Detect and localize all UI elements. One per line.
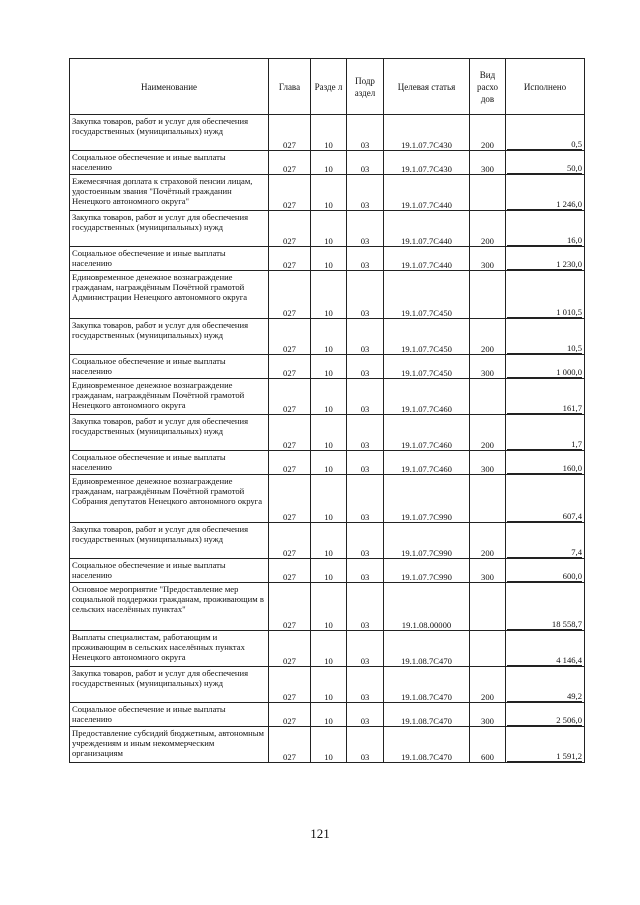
row-podrazdel: 03 — [347, 271, 384, 319]
amount-value: 10,5 — [507, 343, 582, 354]
row-razdel: 10 — [311, 703, 347, 727]
row-razdel: 10 — [311, 379, 347, 415]
row-podrazdel: 03 — [347, 151, 384, 175]
row-razdel: 10 — [311, 559, 347, 583]
amount-value: 1 010,5 — [507, 307, 582, 318]
table-row — [70, 523, 585, 559]
amount-value: 1 000,0 — [507, 367, 582, 378]
table-row — [70, 415, 585, 451]
row-razdel: 10 — [311, 475, 347, 523]
row-glava: 027 — [269, 355, 311, 379]
row-name: Социальное обеспечение и иные выплаты населению — [70, 559, 269, 583]
row-razdel: 10 — [311, 115, 347, 151]
row-razdel: 10 — [311, 451, 347, 475]
row-vid — [470, 631, 506, 667]
row-amount — [506, 727, 585, 763]
row-razdel: 10 — [311, 271, 347, 319]
row-amount — [506, 415, 585, 451]
row-amount — [506, 247, 585, 271]
row-glava: 027 — [269, 151, 311, 175]
row-name: Социальное обеспечение и иные выплаты населению — [70, 247, 269, 271]
row-name: Закупка товаров, работ и услуг для обеспечения государственных (муниципальных) нужд — [70, 523, 269, 559]
header-glava: Глава — [269, 59, 311, 115]
row-target: 19.1.08.7С470 — [384, 667, 470, 703]
row-podrazdel: 03 — [347, 727, 384, 763]
row-razdel: 10 — [311, 583, 347, 631]
amount-value: 49,2 — [507, 691, 582, 702]
amount-value: 16,0 — [507, 235, 582, 246]
row-vid — [470, 379, 506, 415]
row-vid: 300 — [470, 703, 506, 727]
row-podrazdel: 03 — [347, 631, 384, 667]
row-glava: 027 — [269, 475, 311, 523]
row-vid — [470, 583, 506, 631]
row-glava: 027 — [269, 379, 311, 415]
table-row — [70, 115, 585, 151]
row-amount — [506, 379, 585, 415]
row-vid — [470, 175, 506, 211]
header-podrazdel: Подр аздел — [347, 59, 384, 115]
row-glava: 027 — [269, 271, 311, 319]
row-name: Социальное обеспечение и иные выплаты населению — [70, 451, 269, 475]
row-target: 19.1.07.7С990 — [384, 523, 470, 559]
row-razdel: 10 — [311, 415, 347, 451]
row-podrazdel: 03 — [347, 451, 384, 475]
row-target: 19.1.08.7С470 — [384, 727, 470, 763]
row-target: 19.1.07.7С450 — [384, 319, 470, 355]
row-vid: 200 — [470, 211, 506, 247]
table-row — [70, 319, 585, 355]
row-target: 19.1.08.7С470 — [384, 703, 470, 727]
amount-value: 7,4 — [507, 547, 582, 558]
row-name: Закупка товаров, работ и услуг для обеспечения государственных (муниципальных) нужд — [70, 415, 269, 451]
row-vid — [470, 475, 506, 523]
row-name: Предоставление субсидий бюджетным, автономным учреждениям и иным некоммерческим организациям — [70, 727, 269, 763]
amount-value: 1 230,0 — [507, 259, 582, 270]
row-amount — [506, 559, 585, 583]
row-target: 19.1.07.7С450 — [384, 355, 470, 379]
table-row — [70, 667, 585, 703]
row-podrazdel: 03 — [347, 319, 384, 355]
row-razdel: 10 — [311, 151, 347, 175]
row-amount — [506, 319, 585, 355]
header-vid: Вид расхо дов — [470, 59, 506, 115]
row-amount — [506, 703, 585, 727]
amount-value: 1 591,2 — [507, 751, 582, 762]
row-name: Закупка товаров, работ и услуг для обеспечения государственных (муниципальных) нужд — [70, 319, 269, 355]
row-razdel: 10 — [311, 523, 347, 559]
row-glava: 027 — [269, 559, 311, 583]
row-name: Единовременное денежное вознаграждение гражданам, награждённым Почётной грамотой Собрания депутатов Ненецкого автономного округа — [70, 475, 269, 523]
page-number: 121 — [310, 826, 330, 841]
row-razdel: 10 — [311, 355, 347, 379]
row-name: Единовременное денежное вознаграждение гражданам, награждённым Почётной грамотой Администрации Ненецкого автономного округа — [70, 271, 269, 319]
row-podrazdel: 03 — [347, 523, 384, 559]
amount-value: 50,0 — [507, 163, 582, 174]
row-glava: 027 — [269, 583, 311, 631]
row-amount — [506, 151, 585, 175]
header-razdel: Разде л — [311, 59, 347, 115]
amount-value: 18 558,7 — [507, 619, 582, 630]
amount-value: 160,0 — [507, 463, 582, 474]
row-name: Закупка товаров, работ и услуг для обеспечения государственных (муниципальных) нужд — [70, 211, 269, 247]
row-podrazdel: 03 — [347, 703, 384, 727]
row-podrazdel: 03 — [347, 415, 384, 451]
row-amount — [506, 115, 585, 151]
row-amount — [506, 583, 585, 631]
row-podrazdel: 03 — [347, 475, 384, 523]
row-amount — [506, 175, 585, 211]
row-razdel: 10 — [311, 175, 347, 211]
table-row — [70, 271, 585, 319]
amount-value: 607,4 — [507, 511, 582, 522]
row-vid: 300 — [470, 559, 506, 583]
table-header-row — [70, 59, 585, 115]
amount-value: 0,5 — [507, 139, 582, 150]
table-row — [70, 379, 585, 415]
row-vid: 200 — [470, 523, 506, 559]
table-row — [70, 631, 585, 667]
header-target: Целевая статья — [384, 59, 470, 115]
row-target: 19.1.07.7С460 — [384, 379, 470, 415]
row-podrazdel: 03 — [347, 379, 384, 415]
row-name: Выплаты специалистам, работающим и проживающим в сельских населённых пунктах Ненецкого автономного округа — [70, 631, 269, 667]
amount-value: 161,7 — [507, 403, 582, 414]
row-podrazdel: 03 — [347, 355, 384, 379]
row-amount — [506, 475, 585, 523]
amount-value: 4 146,4 — [507, 655, 582, 666]
row-glava: 027 — [269, 247, 311, 271]
row-target: 19.1.08.00000 — [384, 583, 470, 631]
table-row — [70, 211, 585, 247]
table-row — [70, 703, 585, 727]
row-podrazdel: 03 — [347, 115, 384, 151]
row-name: Закупка товаров, работ и услуг для обеспечения государственных (муниципальных) нужд — [70, 115, 269, 151]
row-razdel: 10 — [311, 631, 347, 667]
row-name: Основное мероприятие "Предоставление мер социальной поддержки гражданам, проживающим в сельских населённых пунктах" — [70, 583, 269, 631]
row-vid: 200 — [470, 115, 506, 151]
row-glava: 027 — [269, 115, 311, 151]
row-glava: 027 — [269, 523, 311, 559]
row-name: Социальное обеспечение и иные выплаты населению — [70, 703, 269, 727]
row-podrazdel: 03 — [347, 583, 384, 631]
row-name: Единовременное денежное вознаграждение гражданам, награждённым Почётной грамотой Ненецкого автономного округа — [70, 379, 269, 415]
row-target: 19.1.07.7С440 — [384, 247, 470, 271]
row-vid: 200 — [470, 415, 506, 451]
table-row — [70, 451, 585, 475]
row-glava: 027 — [269, 727, 311, 763]
table-row — [70, 175, 585, 211]
row-amount — [506, 355, 585, 379]
table-row — [70, 727, 585, 763]
table-row — [70, 355, 585, 379]
row-glava: 027 — [269, 631, 311, 667]
row-amount — [506, 451, 585, 475]
table-body — [70, 115, 585, 763]
table-row — [70, 475, 585, 523]
table-row — [70, 583, 585, 631]
row-glava: 027 — [269, 175, 311, 211]
row-glava: 027 — [269, 667, 311, 703]
header-done: Исполнено — [506, 59, 585, 115]
amount-value: 2 506,0 — [507, 715, 582, 726]
row-razdel: 10 — [311, 727, 347, 763]
row-name: Социальное обеспечение и иные выплаты населению — [70, 355, 269, 379]
table-row — [70, 151, 585, 175]
row-target: 19.1.07.7С440 — [384, 211, 470, 247]
row-target: 19.1.07.7С990 — [384, 559, 470, 583]
row-razdel: 10 — [311, 319, 347, 355]
row-target: 19.1.07.7С430 — [384, 115, 470, 151]
row-podrazdel: 03 — [347, 175, 384, 211]
row-target: 19.1.07.7С430 — [384, 151, 470, 175]
row-amount — [506, 523, 585, 559]
row-amount — [506, 631, 585, 667]
row-vid: 600 — [470, 727, 506, 763]
row-name: Ежемесячная доплата к страховой пенсии лицам, удостоенным звания "Почётный гражданин Ненецкого автономного округа" — [70, 175, 269, 211]
amount-value: 600,0 — [507, 571, 582, 582]
row-vid: 200 — [470, 667, 506, 703]
row-podrazdel: 03 — [347, 211, 384, 247]
row-name: Социальное обеспечение и иные выплаты населению — [70, 151, 269, 175]
row-target: 19.1.07.7С460 — [384, 415, 470, 451]
row-glava: 027 — [269, 451, 311, 475]
row-podrazdel: 03 — [347, 667, 384, 703]
row-amount — [506, 211, 585, 247]
row-vid: 300 — [470, 355, 506, 379]
row-glava: 027 — [269, 415, 311, 451]
amount-value: 1,7 — [507, 439, 582, 450]
row-glava: 027 — [269, 319, 311, 355]
row-vid: 200 — [470, 319, 506, 355]
row-amount — [506, 667, 585, 703]
row-vid: 300 — [470, 247, 506, 271]
row-podrazdel: 03 — [347, 247, 384, 271]
row-razdel: 10 — [311, 247, 347, 271]
row-razdel: 10 — [311, 211, 347, 247]
row-target: 19.1.07.7С990 — [384, 475, 470, 523]
row-target: 19.1.08.7С470 — [384, 631, 470, 667]
row-target: 19.1.07.7С440 — [384, 175, 470, 211]
table-row — [70, 559, 585, 583]
row-glava: 027 — [269, 703, 311, 727]
row-target: 19.1.07.7С450 — [384, 271, 470, 319]
header-name: Наименование — [70, 59, 269, 115]
row-glava: 027 — [269, 211, 311, 247]
row-razdel: 10 — [311, 667, 347, 703]
row-vid: 300 — [470, 151, 506, 175]
row-podrazdel: 03 — [347, 559, 384, 583]
table-row — [70, 247, 585, 271]
row-name: Закупка товаров, работ и услуг для обеспечения государственных (муниципальных) нужд — [70, 667, 269, 703]
row-target: 19.1.07.7С460 — [384, 451, 470, 475]
row-amount — [506, 271, 585, 319]
row-vid: 300 — [470, 451, 506, 475]
amount-value: 1 246,0 — [507, 199, 582, 210]
budget-execution-table — [69, 58, 585, 763]
row-vid — [470, 271, 506, 319]
